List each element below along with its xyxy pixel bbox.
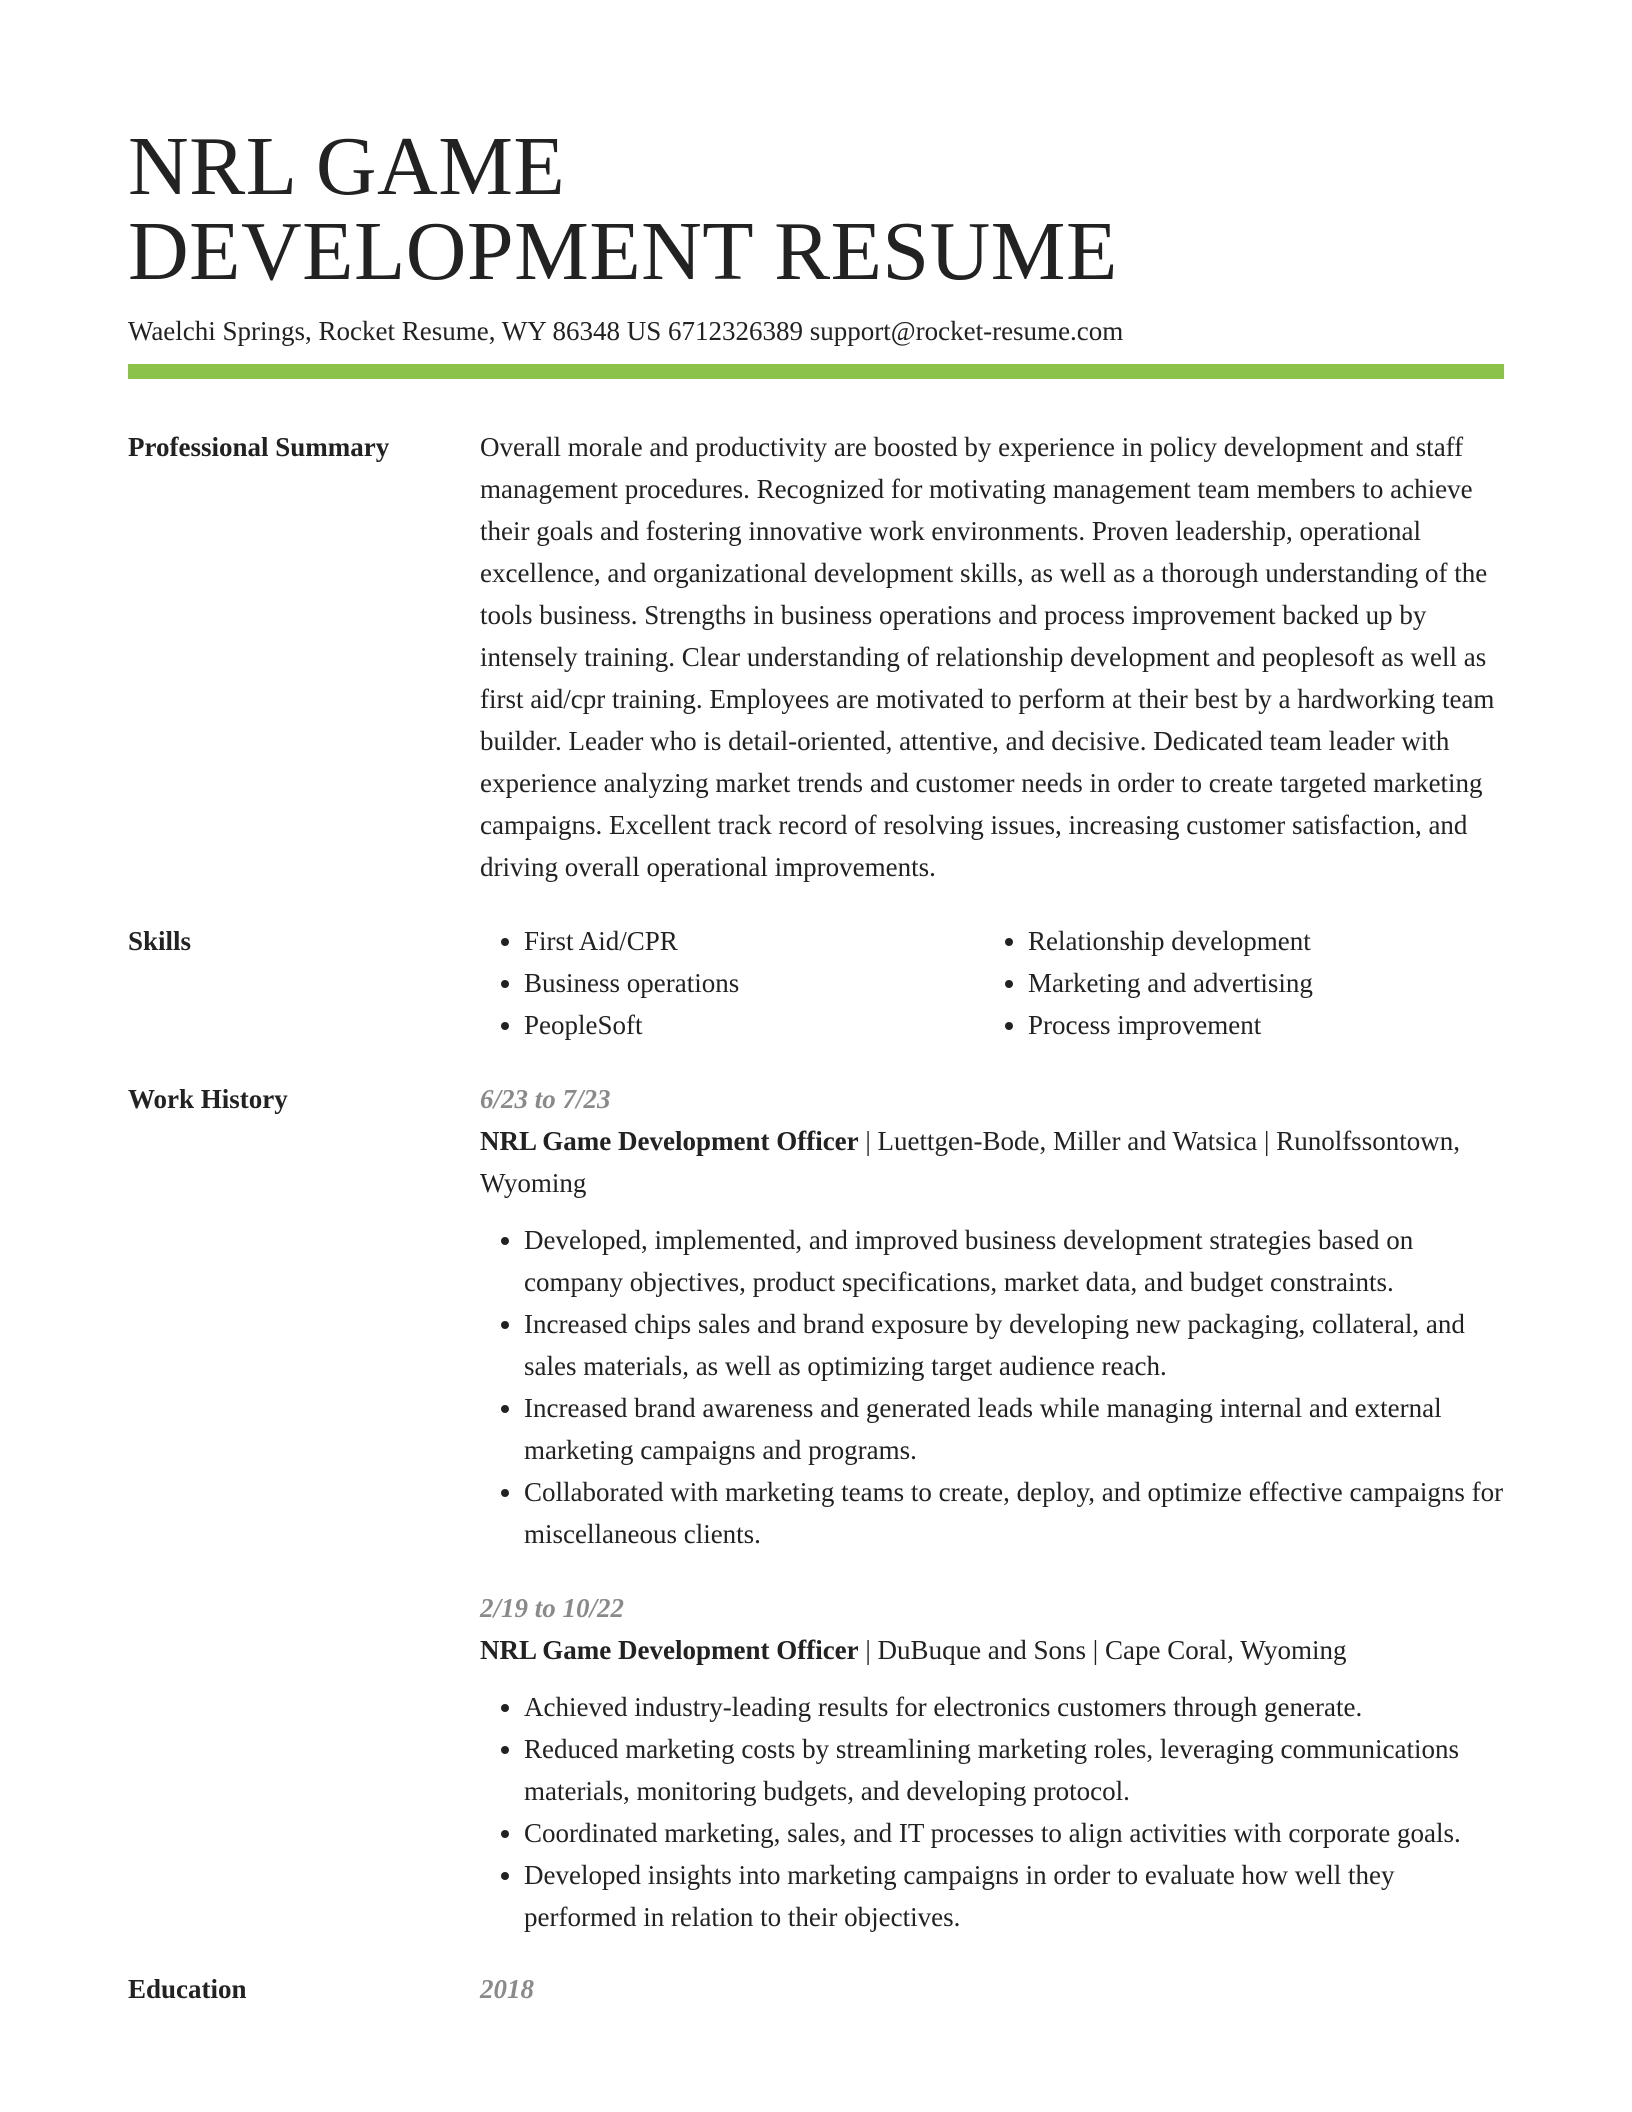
job-bullet: • Increased chips sales and brand exposure by developing new packaging, collateral, and sales materials, as well as optimizing target audience reach. bbox=[524, 1303, 1504, 1387]
job-bullet: • Reduced marketing costs by streamlining marketing roles, leveraging communications materials, monitoring budgets, and developing protocol. bbox=[524, 1728, 1504, 1812]
summary-text: Overall morale and productivity are boosted by experience in policy development and staff management procedures. Recognized for motivating management team members to achieve their goals and fostering innovative work environments. Proven leadership, operational excellence, and organizational development skills, as well as a thorough understanding of the tools business. Strengths in business operations and process improvement backed up by intensely training. Clear understanding of relationship development and peoplesoft as well as first aid/cpr training. Employees are motivated to perform at their best by a hardworking team builder. Leader who is detail-oriented, attentive, and decisive. Dedicated team leader with experience analyzing market trends and customer needs in order to create targeted marketing campaigns. Excellent track record of resolving issues, increasing customer satisfaction, and driving overall operational improvements. bbox=[480, 432, 1495, 882]
job-role: NRL Game Development Officer bbox=[480, 1126, 859, 1156]
skills-section bbox=[128, 920, 1504, 1046]
education-year: 2018 bbox=[480, 1974, 534, 2004]
job-entry bbox=[480, 1587, 1504, 1938]
summary-section bbox=[128, 426, 1504, 888]
skill-item: • Process improvement bbox=[1028, 1004, 1488, 1046]
title-line-1: NRL GAME bbox=[128, 120, 566, 213]
education-section bbox=[128, 1968, 1504, 2010]
job-dates: 6/23 to 7/23 bbox=[480, 1084, 611, 1114]
job-bullets bbox=[480, 1219, 1504, 1555]
summary-label: Professional Summary bbox=[128, 432, 390, 462]
skill-item: • Relationship development bbox=[1028, 920, 1488, 962]
resume-page bbox=[128, 120, 1504, 2010]
skills-list bbox=[480, 920, 1504, 1046]
job-role-line bbox=[480, 1120, 1504, 1204]
accent-divider bbox=[128, 364, 1504, 379]
skills-label: Skills bbox=[128, 926, 192, 956]
work-history-label: Work History bbox=[128, 1084, 288, 1114]
work-history-list bbox=[480, 1078, 1504, 1938]
skills-column-1 bbox=[480, 920, 984, 1046]
job-bullet: • Coordinated marketing, sales, and IT processes to align activities with corporate goals. bbox=[524, 1812, 1504, 1854]
skill-item: • First Aid/CPR bbox=[524, 920, 984, 962]
job-role-line bbox=[480, 1629, 1504, 1671]
job-entry bbox=[480, 1078, 1504, 1555]
skill-item: • Business operations bbox=[524, 962, 984, 1004]
job-details: | Luettgen-Bode, Miller and Watsica | Runolfssontown, Wyoming bbox=[480, 1126, 1460, 1198]
title-line-2: DEVELOPMENT RESUME bbox=[128, 205, 1118, 298]
contact-line: Waelchi Springs, Rocket Resume, WY 86348 US 6712326389 support@rocket-resume.com bbox=[128, 316, 1124, 346]
work-history-section bbox=[128, 1078, 1504, 1938]
skills-column-2 bbox=[984, 920, 1488, 1046]
skill-item: • Marketing and advertising bbox=[1028, 962, 1488, 1004]
education-label: Education bbox=[128, 1974, 247, 2004]
education-body bbox=[480, 1968, 1504, 2010]
job-details: | DuBuque and Sons | Cape Coral, Wyoming bbox=[858, 1635, 1347, 1665]
job-bullet: • Increased brand awareness and generated leads while managing internal and external marketing campaigns and programs. bbox=[524, 1387, 1504, 1471]
job-bullet: • Achieved industry-leading results for electronics customers through generate. bbox=[524, 1686, 1504, 1728]
job-dates: 2/19 to 10/22 bbox=[480, 1593, 625, 1623]
job-bullets bbox=[480, 1686, 1504, 1938]
skill-item: • PeopleSoft bbox=[524, 1004, 984, 1046]
job-bullet: • Developed, implemented, and improved business development strategies based on company objectives, product specifications, market data, and budget constraints. bbox=[524, 1219, 1504, 1303]
job-bullet: • Developed insights into marketing campaigns in order to evaluate how well they performed in relation to their objectives. bbox=[524, 1854, 1504, 1938]
job-role: NRL Game Development Officer bbox=[480, 1635, 859, 1665]
job-bullet: • Collaborated with marketing teams to create, deploy, and optimize effective campaigns for miscellaneous clients. bbox=[524, 1471, 1504, 1555]
resume-title bbox=[128, 120, 1504, 298]
